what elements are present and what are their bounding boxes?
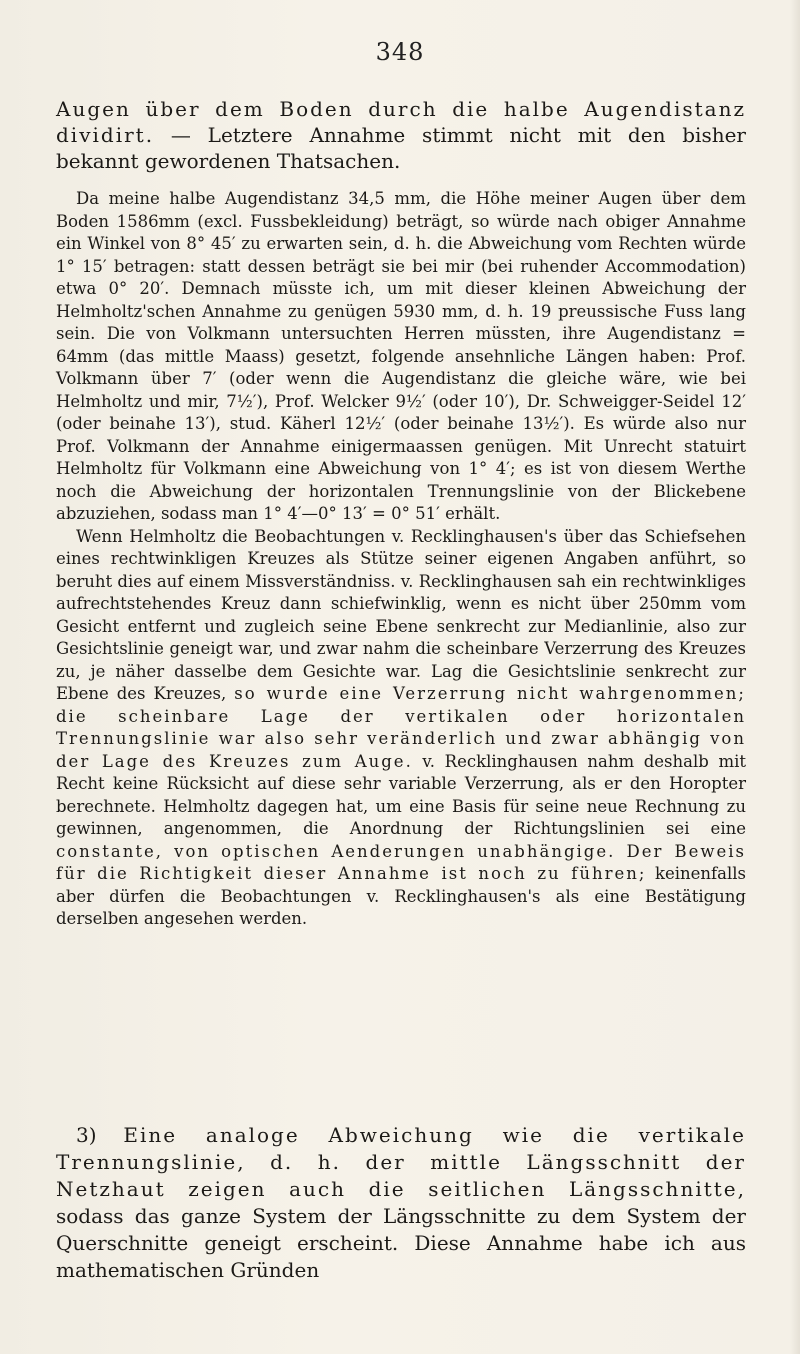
page-number: 348 [375,38,425,66]
section-3-spaced: Eine analoge Abweichung wie die vertikale Trennungslinie, d. h. der mittle Längsschnitt der Netzhaut zeigen auch die seitlichen Längsschnitte, [56,1123,747,1201]
para2-end: keinenfalls aber dürfen die Beobachtungen v. Recklinghausen's als eine Bestätigung derselben angesehen werden. [56,864,746,928]
section-3-text [56,1122,746,1284]
para2-spaced-1: so wurde eine Verzerrung nicht wahrgenommen; die scheinbare Lage der vertikalen oder horizontalen Trennungslinie war also sehr veränderlich und zwar abhängig von der Lage des Kreuzes zum Auge. [56,684,746,771]
lead-text [56,96,746,174]
section-3 [56,1122,746,1284]
small-print-block [56,188,746,931]
lead-spaced-text: Augen über dem Boden durch die halbe Augendistanz dividirt. [56,97,746,147]
section-3-rest: sodass das ganze System der Längsschnitte zu dem System der Querschnitte geneigt erscheint. Diese Annahme habe ich aus mathematischen Gründen [56,1204,746,1282]
para2-start: Wenn Helmholtz die Beobachtungen v. Recklinghausen's über das Schiefsehen eines rechtwinkligen Kreuzes als Stütze seiner eigenen Angaben anführt, so beruht dies auf einem Missverständniss. v. Recklinghausen sah ein rechtwinkliges aufrechtstehendes Kreuz dann schiefwinklig, wenn es nicht über 250mm vom Gesicht entfernt und zugleich seine Ebene senkrecht zur Medianlinie, also zur Gesichtslinie geneigt war, und zwar nahm die scheinbare Verzerrung des Kreuzes zu, je näher dasselbe dem Gesichte war. Lag die Gesichtslinie senkrecht zur Ebene des Kreuzes, [56,526,746,703]
lead-rest-text: — Letztere Annahme stimmt nicht mit den bisher bekannt gewordenen Thatsachen. [56,123,746,173]
lead-paragraph [56,96,746,174]
para2-spaced-2: constante, von optischen Aenderungen unabhängige. Der Beweis für die Richtigkeit dieser Annahme ist noch zu führen; [56,841,746,883]
page-edge-shadow [790,0,800,1354]
paragraph-recklinghausen [56,526,746,931]
section-3-number: 3) [76,1123,124,1147]
para2-mid: v. Recklinghausen nahm deshalb mit Recht keine Rücksicht auf diese sehr variable Verzerrung, als er den Horopter berechnete. Helmholtz dagegen hat, um eine Basis für seine neue Rechnung zu gewinnen, angenommen, die Anordnung der Richtungslinien sei eine [56,751,746,838]
paragraph-augendistanz: Da meine halbe Augendistanz 34,5 mm, die Höhe meiner Augen über dem Boden 1586mm (excl. Fussbekleidung) beträgt, so würde nach obiger Annahme ein Winkel von 8° 45′ zu erwarten sein, d. h. die Abweichung vom Rechten würde 1° 15′ betragen: statt dessen beträgt sie bei mir (bei ruhender Accommodation) etwa 0° 20′. Demnach müsste ich, um mit dieser kleinen Abweichung der Helmholtz'schen Annahme zu genügen 5930 mm, d. h. 19 preussische Fuss lang sein. Die von Volkmann untersuchten Herren müssten, ihre Augendistanz = 64mm (das mittle Maass) gesetzt, folgende ansehnliche Längen haben: Prof. Volkmann über 7′ (oder wenn die Augendistanz die gleiche wäre, wie bei Helmholtz und mir, 7½′), Prof. Welcker 9½′ (oder 10′), Dr. Schweigger-Seidel 12′ (oder beinahe 13′), stud. Käherl 12½′ (oder beinahe 13½′). Es würde also nur Prof. Volkmann der Annahme einigermaassen genügen. Mit Unrecht statuirt Helmholtz für Volkmann eine Abweichung von 1° 4′; es ist von diesem Werthe noch die Abweichung der horizontalen Trennungslinie von der Blickebene abzuziehen, sodass man 1° 4′—0° 13′ = 0° 51′ erhält. [56,189,746,523]
